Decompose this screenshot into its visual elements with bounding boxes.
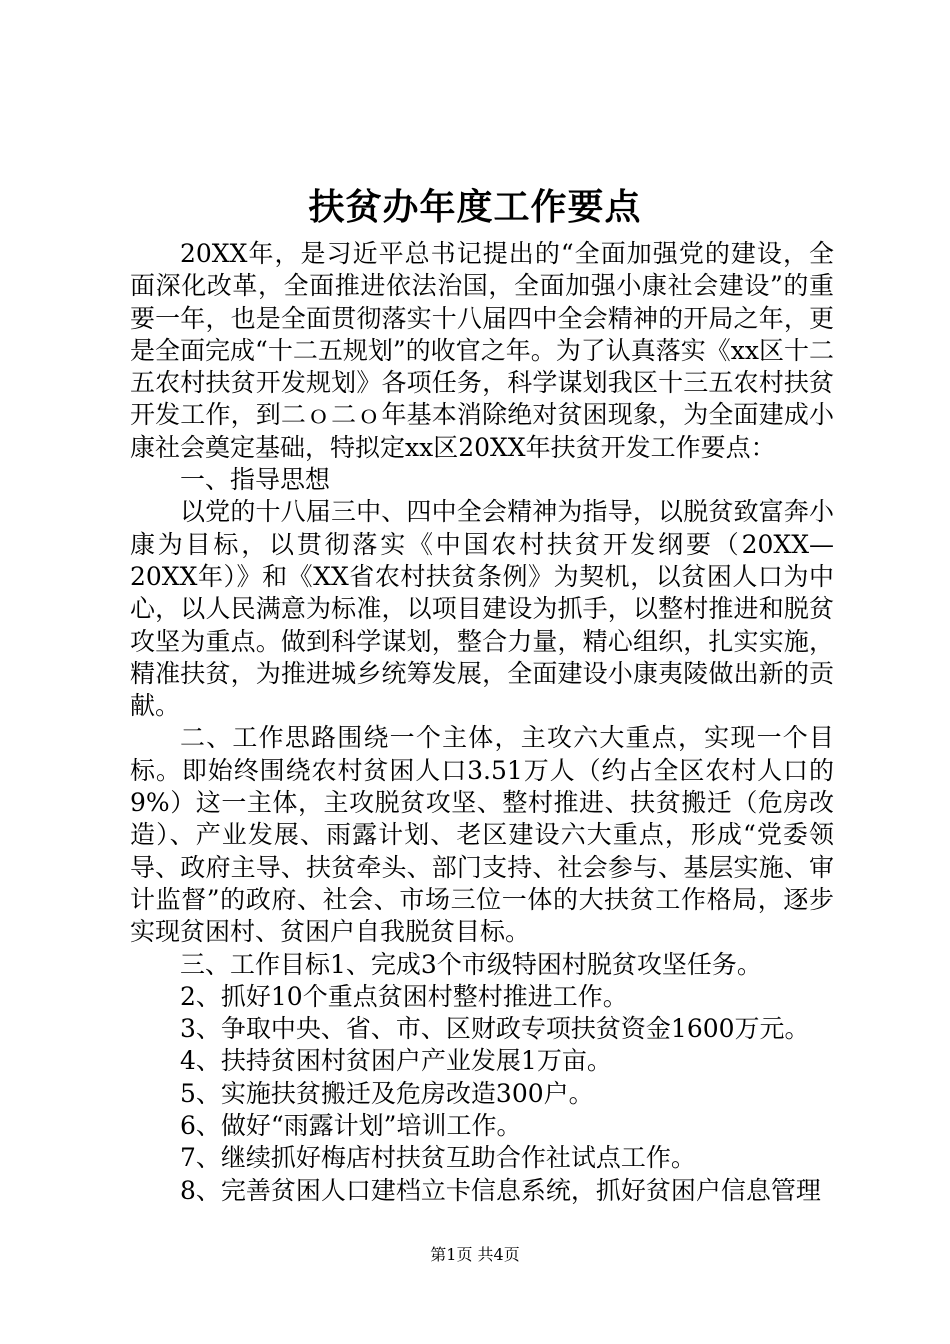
work-goal-item-7: 7、继续抓好梅店村扶贫互助合作社试点工作。 [180, 1143, 696, 1173]
section-heading-guiding-thought: 一、指导思想 [180, 465, 331, 495]
work-goal-item-1: 三、工作目标1、完成3个市级特困村脱贫攻坚任务。 [180, 949, 762, 979]
guiding-thought-paragraph: 以党的十八届三中、四中全会精神为指导，以脱贫致富奔小康为目标，以贯彻落实《中国农村扶贫开发纲要（20XX—20XX年）》和《XX省农村扶贫条例》为契机，以贫困人口为中心，以人民满意为标准，以项目建设为抓手，以整村推进和脱贫攻坚为重点。做到科学谋划，整合力量，精心组织，扎实实施，精准扶贫，为推进城乡统筹发展，全面建设小康夷陵做出新的贡献。 [130, 497, 834, 721]
page-number-footer: 第1页 共4页 [430, 1245, 520, 1264]
document-title: 扶贫办年度工作要点 [308, 186, 642, 228]
work-approach-paragraph: 二、工作思路围绕一个主体，主攻六大重点，实现一个目标。即始终围绕农村贫困人口3.51万人（约占全区农村人口的9%）这一主体，主攻脱贫攻坚、整村推进、扶贫搬迁（危房改造）、产业发展、雨露计划、老区建设六大重点，形成“党委领导、政府主导、扶贫牵头、部门支持、社会参与、基层实施、审计监督”的政府、社会、市场三位一体的大扶贫工作格局，逐步实现贫困村、贫困户自我脱贫目标。 [130, 723, 834, 947]
work-goal-item-3: 3、争取中央、省、市、区财政专项扶贫资金1600万元。 [180, 1014, 810, 1044]
work-goal-item-8: 8、完善贫困人口建档立卡信息系统，抓好贫困户信息管理 [180, 1175, 821, 1205]
work-goal-item-6: 6、做好“雨露计划”培训工作。 [180, 1111, 522, 1141]
work-goal-item-2: 2、抓好10个重点贫困村整村推进工作。 [180, 981, 628, 1011]
intro-paragraph: 20XX年，是习近平总书记提出的“全面加强党的建设，全面深化改革，全面推进依法治国，全面加强小康社会建设”的重要一年，也是全面贯彻落实十八届四中全会精神的开局之年，更是全面完成“十二五规划”的收官之年。为了认真落实《xx区十二五农村扶贫开发规划》各项任务，科学谋划我区十三五农村扶贫开发工作，到二ｏ二ｏ年基本消除绝对贫困现象，为全面建成小康社会奠定基础，特拟定xx区20XX年扶贫开发工作要点： [130, 239, 834, 462]
work-goal-item-4: 4、扶持贫困村贫困户产业发展1万亩。 [180, 1046, 612, 1076]
document-body [130, 238, 834, 1207]
work-goal-item-5: 5、实施扶贫搬迁及危房改造300户。 [180, 1078, 594, 1108]
